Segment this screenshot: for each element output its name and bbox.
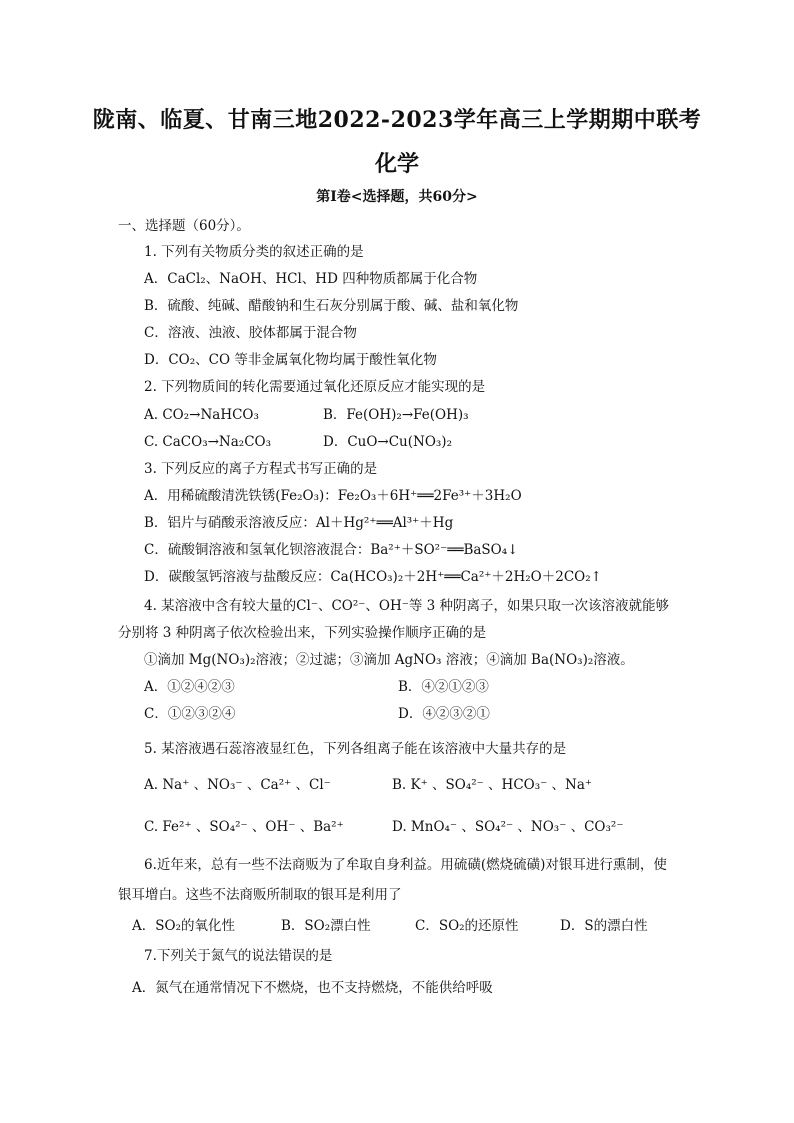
q3-option-d: D．碳酸氢钙溶液与盐酸反应：Ca(HCO₃)₂＋2H⁺══Ca²⁺＋2H₂O＋2CO₂↑ [144, 569, 602, 585]
q5-option-c: C. Fe²⁺ 、SO₄²⁻ 、OH⁻ 、Ba²⁺ [144, 819, 344, 835]
q4-option-c: C．①②③②④ [144, 706, 236, 722]
q2-option-c: C. CaCO₃→Na₂CO₃ [144, 434, 272, 450]
q4-stem-line1: 4. 某溶液中含有较大量的Cl⁻、CO²⁻、OH⁻等 3 种阴离子，如果只取一次该溶液就能够 [144, 598, 670, 614]
q4-option-b: B．④②①②③ [398, 679, 489, 695]
q1-option-a: A．CaCl₂、NaOH、HCl、HD 四种物质都属于化合物 [144, 271, 478, 287]
subject-title: 化学 [374, 151, 419, 177]
q6-option-c: C．SO₂的还原性 [415, 918, 519, 934]
q5-stem: 5. 某溶液遇石蕊溶液显红色，下列各组离子能在该溶液中大量共存的是 [144, 741, 567, 757]
q4-option-d: D．④②③②① [398, 706, 490, 722]
q6-option-b: B．SO₂漂白性 [281, 918, 371, 934]
q2-stem: 2. 下列物质间的转化需要通过氧化还原反应才能实现的是 [144, 379, 486, 395]
q1-stem: 1. 下列有关物质分类的叙述正确的是 [144, 244, 364, 260]
q3-option-a: A．用稀硫酸清洗铁锈(Fe₂O₃)：Fe₂O₃＋6H⁺══2Fe³⁺＋3H₂O [144, 488, 522, 504]
q1-option-b: B．硫酸、纯碱、醋酸钠和生石灰分别属于酸、碱、盐和氧化物 [144, 298, 519, 314]
volume-heading: 第I卷<选择题，共60分> [316, 189, 478, 205]
q1-option-d: D．CO₂、CO 等非金属氧化物均属于酸性氧化物 [144, 352, 437, 368]
q5-option-a: A. Na⁺ 、NO₃⁻ 、Ca²⁺ 、Cl⁻ [144, 777, 331, 793]
q2-option-a: A. CO₂→NaHCO₃ [144, 407, 259, 423]
section-heading: 一、选择题（60分）。 [118, 218, 250, 234]
q5-option-b: B. K⁺ 、SO₄²⁻ 、HCO₃⁻ 、Na⁺ [392, 777, 593, 793]
q7-option-a: A．氮气在通常情况下不燃烧，也不支持燃烧，不能供给呼吸 [132, 980, 493, 996]
q4-stem-line2: 分别将 3 种阴离子依次检验出来，下列实验操作顺序正确的是 [118, 625, 487, 641]
q3-stem: 3. 下列反应的离子方程式书写正确的是 [144, 461, 378, 477]
q5-option-d: D. MnO₄⁻ 、SO₄²⁻ 、NO₃⁻ 、CO₃²⁻ [392, 819, 624, 835]
q6-option-d: D．S的漂白性 [560, 918, 648, 934]
q6-stem-line1: 6.近年来，总有一些不法商贩为了牟取自身利益。用硫磺(燃烧硫磺)对银耳进行熏制，使 [144, 857, 667, 873]
q2-option-d: D．CuO→Cu(NO₃)₂ [323, 434, 452, 450]
q3-option-b: B．铝片与硝酸汞溶液反应：Al＋Hg²⁺══Al³⁺＋Hg [144, 515, 454, 531]
q6-option-a: A．SO₂的氧化性 [132, 918, 235, 934]
q1-option-c: C．溶液、浊液、胶体都属于混合物 [144, 325, 357, 341]
exam-title: 陇南、临夏、甘南三地2022-2023学年高三上学期期中联考 [92, 107, 702, 133]
q4-option-a: A．①②④②③ [144, 679, 235, 695]
q7-stem: 7.下列关于氮气的说法错误的是 [144, 948, 333, 964]
q2-option-b: B．Fe(OH)₂→Fe(OH)₃ [323, 407, 469, 423]
q3-option-c: C．硫酸铜溶液和氢氧化钡溶液混合：Ba²⁺＋SO²⁻══BaSO₄↓ [144, 542, 519, 558]
q6-stem-line2: 银耳增白。这些不法商贩所制取的银耳是利用了 [118, 887, 402, 903]
q4-operations: ①滴加 Mg(NO₃)₂溶液；②过滤；③滴加 AgNO₃ 溶液；④滴加 Ba(NO₃)₂溶液。 [144, 652, 634, 668]
